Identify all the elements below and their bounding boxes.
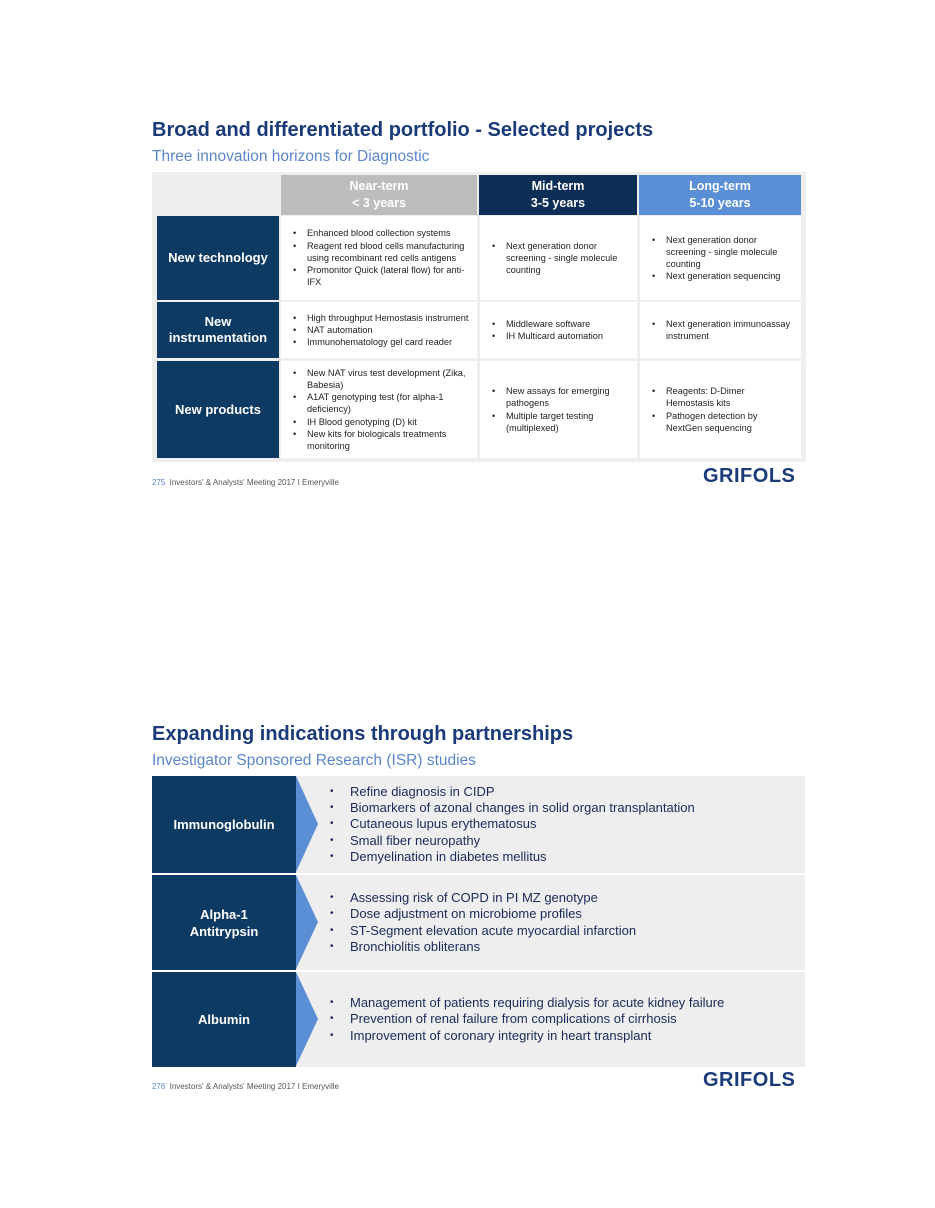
row-label-alpha1-antitrypsin: Alpha-1 Antitrypsin	[152, 875, 296, 970]
page-subtitle: Three innovation horizons for Diagnostic	[152, 148, 430, 165]
row-label-immunoglobulin: Immunoglobulin	[152, 776, 296, 873]
grifols-logo: GRIFOLS	[703, 465, 796, 487]
list-item: • Next generation sequencing	[644, 270, 795, 282]
page-number: 275	[152, 478, 166, 487]
list-item: • New assays for emerging pathogens	[484, 385, 631, 409]
isr-row-albumin	[152, 972, 805, 1067]
row-label-new-instrumentation: New instrumentation	[157, 302, 279, 358]
footer-text: Investors' & Analysts' Meeting 2017 I Emeryville	[169, 1082, 339, 1091]
list-item: • Cutaneous lupus erythematosus	[330, 816, 695, 832]
page-title: Broad and differentiated portfolio - Selected projects	[152, 119, 654, 141]
list-item: • A1AT genotyping test (for alpha-1 deficiency)	[285, 391, 471, 415]
list-item: • Small fiber neuropathy	[330, 833, 695, 849]
header-near-term: Near-term < 3 years	[281, 175, 477, 215]
page-subtitle: Investigator Sponsored Research (ISR) studies	[152, 752, 476, 769]
grifols-logo: GRIFOLS	[703, 1069, 796, 1091]
isr-row-alpha1	[152, 875, 805, 970]
row-label-new-products: New products	[157, 361, 279, 458]
list-item: • Refine diagnosis in CIDP	[330, 784, 695, 800]
footer	[152, 1082, 339, 1091]
list-item: • Biomarkers of azonal changes in solid organ transplantation	[330, 800, 695, 816]
list-item: • Multiple target testing (multiplexed)	[484, 410, 631, 434]
list-item: • Pathogen detection by NextGen sequencing	[644, 410, 795, 434]
list-item: • Reagents: D-Dimer Hemostasis kits	[644, 385, 795, 409]
list-item: • Demyelination in diabetes mellitus	[330, 849, 695, 865]
list-item: • Reagent red blood cells manufacturing using recombinant red cells antigens	[285, 240, 471, 264]
list-item: • New NAT virus test development (Zika, Babesia)	[285, 367, 471, 391]
list-item: • Next generation immunoassay instrument	[644, 318, 795, 342]
page-number: 276	[152, 1082, 166, 1091]
header-long-term: Long-term 5-10 years	[639, 175, 801, 215]
list-item: • Next generation donor screening - single molecule counting	[644, 234, 795, 271]
list-item: • IH Blood genotyping (D) kit	[285, 416, 471, 428]
chevron-arrow-icon	[296, 972, 318, 1066]
list-item: • Next generation donor screening - single molecule counting	[484, 240, 631, 277]
list-item: • High throughput Hemostasis instrument	[285, 312, 468, 324]
list-item: • Bronchiolitis obliterans	[330, 939, 636, 955]
row-label-new-technology: New technology	[157, 216, 279, 300]
chevron-arrow-icon	[296, 776, 318, 872]
row-label-albumin: Albumin	[152, 972, 296, 1067]
list-item: • Dose adjustment on microbiome profiles	[330, 906, 636, 922]
list-item: • ST-Segment elevation acute myocardial infarction	[330, 923, 636, 939]
list-item: • Promonitor Quick (lateral flow) for anti-IFX	[285, 264, 471, 288]
list-item: • Prevention of renal failure from complications of cirrhosis	[330, 1011, 724, 1027]
list-item: • Assessing risk of COPD in PI MZ genotype	[330, 890, 636, 906]
list-item: • IH Multicard automation	[484, 330, 603, 342]
page-title: Expanding indications through partnerships	[152, 723, 574, 745]
footer-text: Investors' & Analysts' Meeting 2017 I Emeryville	[169, 478, 339, 487]
list-item: • Immunohematology gel card reader	[285, 336, 468, 348]
list-item: • Management of patients requiring dialysis for acute kidney failure	[330, 995, 724, 1011]
isr-row-immunoglobulin	[152, 776, 805, 873]
header-mid-term: Mid-term 3-5 years	[479, 175, 637, 215]
list-item: • Middleware software	[484, 318, 603, 330]
list-item: • Improvement of coronary integrity in heart transplant	[330, 1028, 724, 1044]
chevron-arrow-icon	[296, 875, 318, 969]
list-item: • Enhanced blood collection systems	[285, 227, 471, 239]
list-item: • New kits for biologicals treatments monitoring	[285, 428, 471, 452]
list-item: • NAT automation	[285, 324, 468, 336]
